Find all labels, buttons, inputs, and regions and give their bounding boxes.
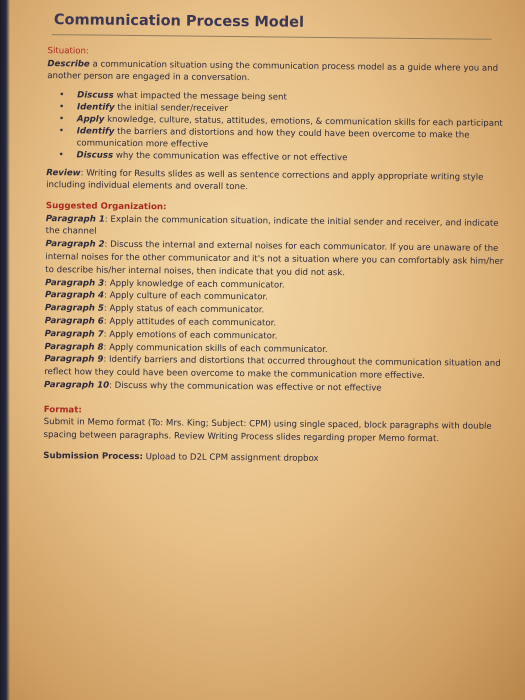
- paragraph-lead: Paragraph 9: [44, 354, 104, 366]
- situation-heading: Situation:: [47, 46, 89, 57]
- situation-text: [47, 58, 509, 88]
- format-heading: Format:: [43, 404, 82, 416]
- format-text: Submit in Memo format (To: Mrs. King; Subject: CPM) using single spaced, block paragraphs with double spacing between paragraphs. Review Writing Process slides regarding proper Memo format.: [43, 417, 492, 445]
- title-divider: [52, 34, 492, 40]
- paragraph-lead: Paragraph 3: [45, 277, 105, 289]
- paragraph-lead: Paragraph 1: [45, 213, 105, 225]
- bullet-text: what impacted the message being sent: [113, 90, 287, 103]
- organization-list: [44, 213, 508, 397]
- paragraph-lead: Paragraph 5: [44, 303, 104, 314]
- review-lead: Review: [46, 167, 81, 179]
- paragraph-lead: Paragraph 8: [44, 341, 104, 353]
- paragraph-lead: Paragraph 7: [44, 328, 104, 340]
- organization-heading: Suggested Organization:: [45, 201, 167, 213]
- bullet-lead: Identify: [76, 126, 115, 137]
- bullet-text: knowledge, culture, status, attitudes, emotions, & communication skills for each participant: [104, 114, 503, 129]
- paragraph-text: : Identify barriers and distortions that occurred throughout the communication situation and reflect how they could have been overcome to make the communication more effective.: [44, 355, 501, 382]
- submission-body: Upload to D2L CPM assignment dropbox: [142, 451, 319, 464]
- paragraph-lead: Paragraph 4: [44, 290, 105, 302]
- bullet-lead: Discuss: [77, 90, 114, 101]
- paragraph-text: : Apply attitudes of each communicator.: [103, 316, 277, 329]
- review-body: : Writing for Results slides as well as sentence corrections and apply appropriate writing style including individual elements and overall tone.: [46, 168, 484, 193]
- situation-section: [43, 45, 509, 467]
- paragraph-text: : Apply communication skills of each communicator.: [103, 342, 328, 355]
- bullet-lead: Apply: [76, 114, 105, 125]
- bullet-icon: •: [58, 113, 65, 125]
- assignment-page: [35, 10, 510, 467]
- bullet-icon: •: [59, 89, 65, 101]
- paragraph-text: : Apply status of each communicator.: [103, 303, 265, 316]
- bullet-text: why the communication was effective or not effective: [113, 150, 348, 164]
- left-edge-shadow: [0, 0, 10, 700]
- paragraph-text: : Explain the communication situation, indicate the initial sender and receiver, and indicate the channel: [45, 214, 499, 237]
- paragraph-text: : Apply knowledge of each communicator.: [104, 278, 285, 291]
- paragraph-text: : Apply emotions of each communicator.: [103, 329, 278, 342]
- submission-heading: Submission Process:: [43, 450, 143, 462]
- paragraph-lead: Paragraph 6: [44, 316, 104, 327]
- paragraph-text: : Apply culture of each communicator.: [103, 291, 269, 303]
- bullet-icon: •: [58, 149, 64, 161]
- review-text: [46, 167, 508, 197]
- paragraph-text: : Discuss why the communication was effective or not effective: [109, 380, 382, 394]
- bullet-text: the initial sender/receiver: [114, 102, 228, 114]
- paragraph-item: [45, 238, 507, 281]
- bullet-icon: •: [58, 125, 65, 137]
- paragraph-lead: Paragraph 10: [44, 379, 110, 391]
- situation-body: a communication situation using the communication process model as a guide where you and another person are engaged in a conversation.: [47, 59, 499, 84]
- situation-lead: Describe: [47, 58, 90, 70]
- bullet-text: the barriers and distortions and how they could have been overcome to make the communication more effective: [76, 126, 470, 150]
- bullet-icon: •: [58, 101, 65, 113]
- bullet-lead: Discuss: [76, 150, 114, 161]
- page-title: Communication Process Model: [53, 12, 305, 31]
- paragraph-lead: Paragraph 2: [45, 239, 105, 250]
- bullet-lead: Identify: [76, 102, 115, 113]
- paragraph-text: : Discuss the internal and external noises for each communicator. If you are unaware of the internal noises for the other communicator and it's not a situation where you can comfortably ask him/her to describe his/her internal noises, then indicate that you did not ask.: [45, 239, 504, 278]
- situation-bullets: [56, 89, 509, 166]
